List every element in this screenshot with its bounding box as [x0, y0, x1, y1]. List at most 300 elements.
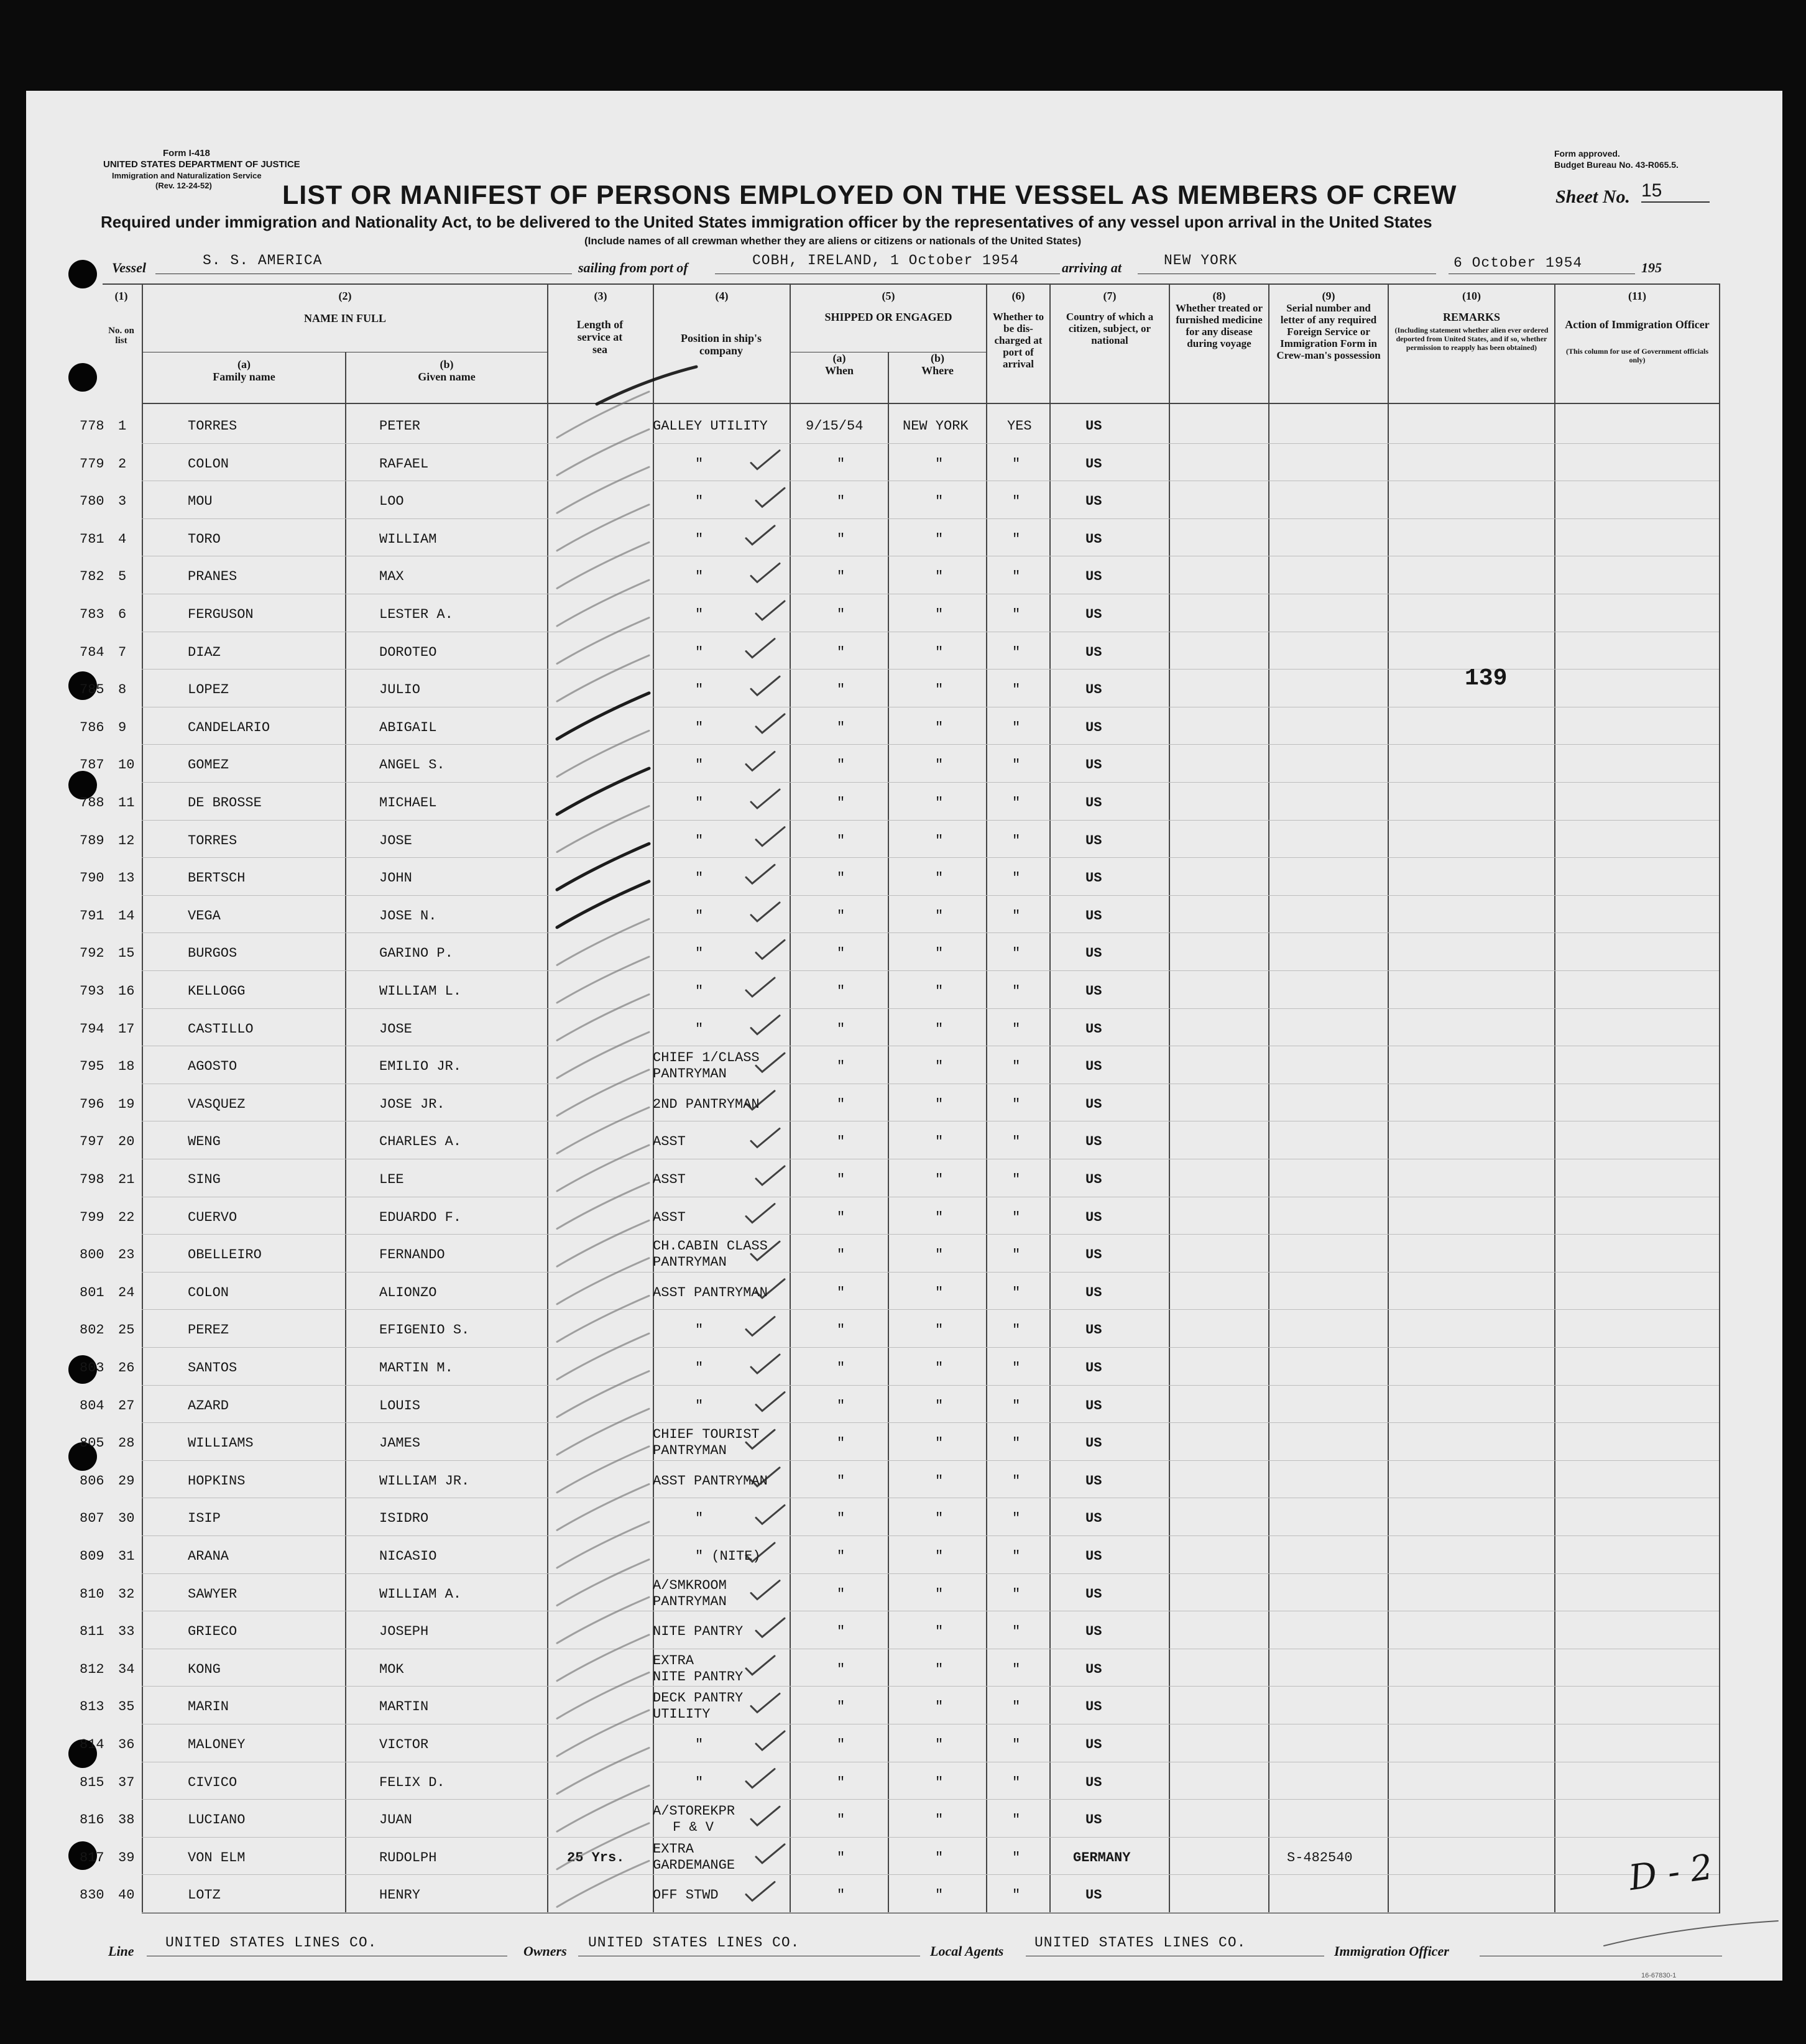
row-ref-number: 780 — [80, 494, 104, 509]
vessel-label: Vessel — [112, 260, 146, 275]
row-list-number: 18 — [118, 1059, 135, 1074]
page-title: LIST OR MANIFEST OF PERSONS EMPLOYED ON THE VESSEL AS MEMBERS OF CREW — [282, 180, 1457, 210]
row-position: " — [695, 645, 704, 660]
row-shipped-when: 9/15/54 — [806, 418, 864, 434]
col7-number: (7) — [1103, 290, 1117, 302]
row-shipped-where: " — [935, 1624, 944, 1639]
row-list-number: 25 — [118, 1322, 135, 1338]
row-list-number: 14 — [118, 908, 135, 924]
col11-number: (11) — [1628, 290, 1646, 302]
row-position: " — [695, 1322, 704, 1338]
row-shipped-where: " — [935, 1322, 944, 1338]
row-ref-number: 804 — [80, 1398, 104, 1414]
pen-stroke — [746, 1430, 775, 1448]
row-list-number: 36 — [118, 1737, 135, 1752]
row-ref-number: 817 — [80, 1850, 104, 1866]
row-given-name: LOUIS — [379, 1398, 421, 1414]
row-list-number: 13 — [118, 870, 135, 886]
row-family-name: FERGUSON — [188, 607, 254, 622]
pen-stroke — [756, 1731, 785, 1750]
row-shipped-when: " — [837, 1172, 845, 1187]
row-ref-number: 791 — [80, 908, 104, 924]
row-position: " — [695, 833, 704, 849]
year-suffix: 195 — [1641, 260, 1662, 275]
row-list-number: 4 — [118, 532, 127, 547]
pen-stroke — [557, 1409, 649, 1455]
row-ref-number: 801 — [80, 1285, 104, 1301]
row-list-number: 5 — [118, 569, 127, 584]
row-family-name: TORRES — [188, 833, 237, 849]
row-position-line2: GARDEMANGE — [653, 1858, 735, 1873]
row-list-number: 19 — [118, 1097, 135, 1112]
row-position: " — [695, 1511, 704, 1526]
row-discharge: " — [1012, 1737, 1021, 1752]
row-position: GALLEY UTILITY — [653, 418, 768, 434]
row-ref-number: 788 — [80, 795, 104, 811]
row-shipped-when: " — [837, 1662, 845, 1677]
row-given-name: JAMES — [379, 1435, 421, 1451]
row-position: " — [695, 569, 704, 584]
row-given-name: ALIONZO — [379, 1285, 437, 1301]
row-position-line2: UTILITY — [653, 1706, 711, 1722]
row-list-number: 30 — [118, 1511, 135, 1526]
row-shipped-where: " — [935, 1887, 944, 1903]
row-country: US — [1085, 1624, 1102, 1639]
row-shipped-when: " — [837, 1699, 845, 1715]
row-given-name: FELIX D. — [379, 1775, 445, 1790]
row-list-number: 31 — [118, 1549, 135, 1564]
row-shipped-where: " — [935, 1059, 944, 1074]
row-shipped-when: " — [837, 908, 845, 924]
row-family-name: COLON — [188, 1285, 229, 1301]
row-shipped-when: " — [837, 1247, 845, 1263]
row-family-name: LUCIANO — [188, 1812, 246, 1828]
print-code: 16-67830-1 — [1641, 1972, 1677, 1979]
row-shipped-when: " — [837, 1850, 845, 1866]
row-ref-number: 789 — [80, 833, 104, 849]
row-given-name: LOO — [379, 494, 404, 509]
pen-stroke — [557, 1748, 649, 1794]
row-list-number: 22 — [118, 1210, 135, 1225]
row-family-name: KONG — [188, 1662, 221, 1677]
col8-title: Whether treated or furnished medicine for any disease during voyage — [1175, 302, 1263, 349]
pen-stroke — [557, 1597, 649, 1643]
row-position: " — [695, 682, 704, 697]
row-shipped-where: " — [935, 833, 944, 849]
row-shipped-where: " — [935, 1172, 944, 1187]
row-shipped-where: " — [935, 1247, 944, 1263]
row-country: US — [1085, 1210, 1102, 1225]
col5a-title: When — [824, 364, 854, 377]
pen-stroke — [756, 488, 785, 507]
row-shipped-when: " — [837, 1624, 845, 1639]
pen-stroke — [557, 844, 649, 890]
row-ref-number: 816 — [80, 1812, 104, 1828]
row-ref-number: 792 — [80, 946, 104, 961]
row-country: US — [1085, 1059, 1102, 1074]
row-shipped-where: " — [935, 1097, 944, 1112]
row-position: DECK PANTRY — [653, 1690, 744, 1706]
row-family-name: GRIECO — [188, 1624, 237, 1639]
footer-agents-value: UNITED STATES LINES CO. — [1034, 1935, 1246, 1951]
col6-title: Whether to be dis-charged at port of arrival — [992, 311, 1044, 370]
pen-stroke — [756, 1393, 785, 1411]
row-position: ASST — [653, 1134, 686, 1149]
row-discharge: " — [1012, 532, 1021, 547]
row-position: " — [695, 532, 704, 547]
col2a-title: Family name — [213, 371, 275, 383]
row-ref-number: 793 — [80, 983, 104, 999]
row-shipped-when: " — [837, 720, 845, 735]
row-given-name: MAX — [379, 569, 404, 584]
row-position: A/SMKROOM — [653, 1578, 727, 1593]
row-family-name: VON ELM — [188, 1850, 246, 1866]
row-country: US — [1085, 1097, 1102, 1112]
row-shipped-where: " — [935, 456, 944, 472]
arriving-label: arriving at — [1062, 260, 1122, 275]
row-family-name: TORRES — [188, 418, 237, 434]
row-family-name: SAWYER — [188, 1586, 237, 1602]
row-list-number: 7 — [118, 645, 127, 660]
pen-stroke — [751, 1807, 780, 1825]
row-position: OFF STWD — [653, 1887, 719, 1903]
pen-stroke — [557, 1183, 649, 1229]
row-ref-number: 800 — [80, 1247, 104, 1263]
pen-stroke — [557, 1522, 649, 1568]
row-discharge: " — [1012, 1247, 1021, 1263]
pen-stroke — [756, 1844, 785, 1863]
row-shipped-when: " — [837, 983, 845, 999]
row-shipped-where: " — [935, 1549, 944, 1564]
row-shipped-where: " — [935, 682, 944, 697]
row-shipped-when: " — [837, 1435, 845, 1451]
col2b-title: Given name — [418, 371, 476, 383]
row-family-name: HOPKINS — [188, 1473, 246, 1489]
row-given-name: PETER — [379, 418, 421, 434]
row-list-number: 21 — [118, 1172, 135, 1187]
col3-number: (3) — [594, 290, 607, 302]
row-country: US — [1085, 1699, 1102, 1715]
row-ref-number: 799 — [80, 1210, 104, 1225]
row-given-name: HENRY — [379, 1887, 421, 1903]
row-list-number: 1 — [118, 418, 127, 434]
row-shipped-when: " — [837, 833, 845, 849]
row-family-name: BERTSCH — [188, 870, 246, 886]
pen-stroke — [557, 1333, 649, 1379]
row-country: US — [1085, 456, 1102, 472]
pen-stroke — [746, 1543, 775, 1562]
row-country: US — [1085, 682, 1102, 697]
pen-stroke — [557, 1823, 649, 1869]
row-shipped-when: " — [837, 1812, 845, 1828]
row-discharge: " — [1012, 795, 1021, 811]
row-ref-number: 786 — [80, 720, 104, 735]
row-family-name: DIAZ — [188, 645, 221, 660]
row-given-name: JOSE — [379, 833, 412, 849]
row-family-name: BURGOS — [188, 946, 237, 961]
row-list-number: 32 — [118, 1586, 135, 1602]
row-given-name: EDUARDO F. — [379, 1210, 462, 1225]
pen-stroke — [557, 1484, 649, 1530]
row-ref-number: 814 — [80, 1737, 104, 1752]
form-number: Form I-418 — [163, 148, 210, 159]
pen-stroke — [746, 1882, 775, 1900]
row-family-name: KELLOGG — [188, 983, 246, 999]
row-discharge: " — [1012, 1662, 1021, 1677]
pen-stroke — [557, 1785, 649, 1831]
row-position-line2: F & V — [673, 1820, 714, 1835]
pen-stroke — [751, 1241, 780, 1260]
remarks-stamp: 139 — [1465, 665, 1508, 692]
row-country: US — [1085, 418, 1102, 434]
row-country: GERMANY — [1073, 1850, 1131, 1866]
row-discharge: " — [1012, 1549, 1021, 1564]
row-given-name: GARINO P. — [379, 946, 453, 961]
row-position: ASST — [653, 1210, 686, 1225]
row-discharge: " — [1012, 908, 1021, 924]
row-list-number: 6 — [118, 607, 127, 622]
row-country: US — [1085, 833, 1102, 849]
margin-handwritten-note: D - 2 — [1626, 1846, 1715, 1899]
row-discharge: " — [1012, 720, 1021, 735]
row-shipped-where: " — [935, 1699, 944, 1715]
row-ref-number: 809 — [80, 1549, 104, 1564]
row-country: US — [1085, 1360, 1102, 1376]
row-given-name: MICHAEL — [379, 795, 437, 811]
col9-title: Serial number and letter of any required Foreign Service or Immigration Form in Crew-man's possession — [1276, 302, 1381, 361]
row-shipped-where: " — [935, 645, 944, 660]
col5-number: (5) — [882, 290, 895, 302]
row-family-name: SANTOS — [188, 1360, 237, 1376]
row-country: US — [1085, 1887, 1102, 1903]
pen-stroke — [557, 1560, 649, 1606]
row-given-name: ABIGAIL — [379, 720, 437, 735]
row-shipped-where: " — [935, 795, 944, 811]
row-discharge: " — [1012, 456, 1021, 472]
row-country: US — [1085, 870, 1102, 886]
row-given-name: CHARLES A. — [379, 1134, 462, 1149]
pen-stroke — [557, 1371, 649, 1417]
row-discharge: " — [1012, 946, 1021, 961]
row-family-name: DE BROSSE — [188, 795, 262, 811]
col2-number: (2) — [338, 290, 352, 302]
row-position-line2: PANTRYMAN — [653, 1443, 727, 1458]
row-list-number: 27 — [118, 1398, 135, 1414]
row-given-name: EMILIO JR. — [379, 1059, 462, 1074]
row-shipped-where: NEW YORK — [903, 418, 969, 434]
pen-stroke — [557, 505, 649, 551]
row-ref-number: 813 — [80, 1699, 104, 1715]
row-ref-number: 812 — [80, 1662, 104, 1677]
row-country: US — [1085, 1737, 1102, 1752]
row-position-line2: PANTRYMAN — [653, 1254, 727, 1270]
pen-stroke — [756, 714, 785, 733]
row-family-name: CIVICO — [188, 1775, 237, 1790]
row-shipped-when: " — [837, 1021, 845, 1037]
row-given-name: WILLIAM L. — [379, 983, 462, 999]
col8-number: (8) — [1212, 290, 1226, 302]
row-position: " — [695, 757, 704, 773]
row-shipped-where: " — [935, 870, 944, 886]
row-given-name: JOSE JR. — [379, 1097, 445, 1112]
row-shipped-where: " — [935, 720, 944, 735]
pen-stroke — [557, 1710, 649, 1756]
pen-stroke — [751, 1355, 780, 1373]
page-subtitle: Required under immigration and Nationality Act, to be delivered to the United States immigration officer by the representatives of any vessel upon arrival in the United States — [101, 213, 1432, 231]
row-list-number: 8 — [118, 682, 127, 697]
row-position: " — [695, 1737, 704, 1752]
pen-stroke — [751, 1468, 780, 1486]
row-discharge: " — [1012, 682, 1021, 697]
row-position: " — [695, 870, 704, 886]
row-ref-number: 785 — [80, 682, 104, 697]
pen-stroke — [756, 1505, 785, 1524]
row-discharge: " — [1012, 1775, 1021, 1790]
pen-stroke — [746, 752, 775, 770]
row-list-number: 23 — [118, 1247, 135, 1263]
row-country: US — [1085, 1812, 1102, 1828]
row-ref-number: 782 — [80, 569, 104, 584]
row-family-name: LOPEZ — [188, 682, 229, 697]
row-country: US — [1085, 645, 1102, 660]
row-country: US — [1085, 1473, 1102, 1489]
row-given-name: WILLIAM JR. — [379, 1473, 470, 1489]
row-shipped-where: " — [935, 1586, 944, 1602]
col7-title: Country of which a citizen, subject, or national — [1066, 311, 1154, 346]
budget-bureau: Budget Bureau No. 43-R065.5. — [1554, 160, 1679, 170]
row-country: US — [1085, 1435, 1102, 1451]
row-shipped-where: " — [935, 1850, 944, 1866]
row-shipped-where: " — [935, 983, 944, 999]
instruction-note: (Include names of all crewman whether they are aliens or citizens or nationals of the United States) — [584, 235, 1082, 247]
row-given-name: LEE — [379, 1172, 404, 1187]
row-family-name: CANDELARIO — [188, 720, 270, 735]
row-given-name: WILLIAM — [379, 532, 437, 547]
row-position: CHIEF 1/CLASS — [653, 1050, 760, 1066]
row-given-name: MOK — [379, 1662, 404, 1677]
col5a-number: (a) — [832, 352, 846, 364]
row-list-number: 38 — [118, 1812, 135, 1828]
row-ref-number: 798 — [80, 1172, 104, 1187]
row-shipped-when: " — [837, 1737, 845, 1752]
row-ref-number: 795 — [80, 1059, 104, 1074]
row-family-name: OBELLEIRO — [188, 1247, 262, 1263]
pen-stroke — [557, 1861, 649, 1907]
row-list-number: 10 — [118, 757, 135, 773]
row-position: A/STOREKPR — [653, 1803, 735, 1819]
row-country: US — [1085, 607, 1102, 622]
row-shipped-where: " — [935, 1511, 944, 1526]
row-ref-number: 815 — [80, 1775, 104, 1790]
row-country: US — [1085, 908, 1102, 924]
row-given-name: JOSE — [379, 1021, 412, 1037]
row-shipped-where: " — [935, 1812, 944, 1828]
row-shipped-when: " — [837, 795, 845, 811]
row-ref-number: 783 — [80, 607, 104, 622]
row-discharge: " — [1012, 1473, 1021, 1489]
col2b-number: (b) — [440, 358, 454, 371]
row-family-name: ISIP — [188, 1511, 221, 1526]
row-given-name: DOROTEO — [379, 645, 437, 660]
row-shipped-when: " — [837, 1285, 845, 1301]
row-shipped-when: " — [837, 1473, 845, 1489]
col11-title: Action of Immigration Officer — [1565, 318, 1710, 331]
row-country: US — [1085, 1322, 1102, 1338]
row-ref-number: 778 — [80, 418, 104, 434]
row-shipped-where: " — [935, 757, 944, 773]
row-position: " — [695, 908, 704, 924]
row-discharge: " — [1012, 1398, 1021, 1414]
row-ref-number: 830 — [80, 1887, 104, 1903]
row-discharge: " — [1012, 833, 1021, 849]
row-country: US — [1085, 569, 1102, 584]
footer-line-value: UNITED STATES LINES CO. — [165, 1935, 377, 1951]
pen-stroke — [557, 1220, 649, 1266]
row-list-number: 33 — [118, 1624, 135, 1639]
row-ref-number: 796 — [80, 1097, 104, 1112]
row-family-name: CASTILLO — [188, 1021, 254, 1037]
row-given-name: JULIO — [379, 682, 421, 697]
row-family-name: LOTZ — [188, 1887, 221, 1903]
pen-stroke — [557, 919, 649, 965]
row-shipped-where: " — [935, 1775, 944, 1790]
row-family-name: AZARD — [188, 1398, 229, 1414]
form-approval: Form approved. — [1554, 149, 1620, 159]
row-service-length: 25 Yrs. — [567, 1850, 625, 1866]
row-list-number: 34 — [118, 1662, 135, 1677]
row-shipped-when: " — [837, 870, 845, 886]
row-shipped-when: " — [837, 569, 845, 584]
col2-title: NAME IN FULL — [303, 312, 386, 325]
row-family-name: VEGA — [188, 908, 221, 924]
row-family-name: CUERVO — [188, 1210, 237, 1225]
row-country: US — [1085, 1662, 1102, 1677]
pen-stroke — [746, 639, 775, 658]
row-country: US — [1085, 1172, 1102, 1187]
row-position: CHIEF TOURIST — [653, 1427, 760, 1442]
row-shipped-when: " — [837, 1134, 845, 1149]
pen-stroke — [557, 1258, 649, 1304]
row-discharge: " — [1012, 1850, 1021, 1866]
service-name: Immigration and Naturalization Service — [112, 171, 262, 180]
row-ref-number: 781 — [80, 532, 104, 547]
row-ref-number: 806 — [80, 1473, 104, 1489]
row-family-name: PRANES — [188, 569, 237, 584]
pen-stroke — [751, 1581, 780, 1600]
pen-stroke — [557, 655, 649, 701]
row-family-name: MARIN — [188, 1699, 229, 1715]
row-country: US — [1085, 494, 1102, 509]
row-country: US — [1085, 795, 1102, 811]
pen-stroke — [557, 1672, 649, 1718]
row-list-number: 26 — [118, 1360, 135, 1376]
row-list-number: 17 — [118, 1021, 135, 1037]
row-discharge: " — [1012, 1887, 1021, 1903]
row-list-number: 35 — [118, 1699, 135, 1715]
pen-stroke — [756, 827, 785, 846]
row-shipped-when: " — [837, 1059, 845, 1074]
footer-line-label: Line — [108, 1943, 134, 1959]
row-shipped-where: " — [935, 1360, 944, 1376]
pen-stroke — [746, 978, 775, 997]
row-discharge: " — [1012, 1021, 1021, 1037]
row-position: " (NITE) — [695, 1549, 761, 1564]
col10-number: (10) — [1462, 290, 1481, 302]
col5b-number: (b) — [931, 352, 944, 364]
col1-title: No. on list — [108, 326, 134, 346]
row-position: " — [695, 983, 704, 999]
col5-title: SHIPPED OR ENGAGED — [824, 311, 952, 323]
